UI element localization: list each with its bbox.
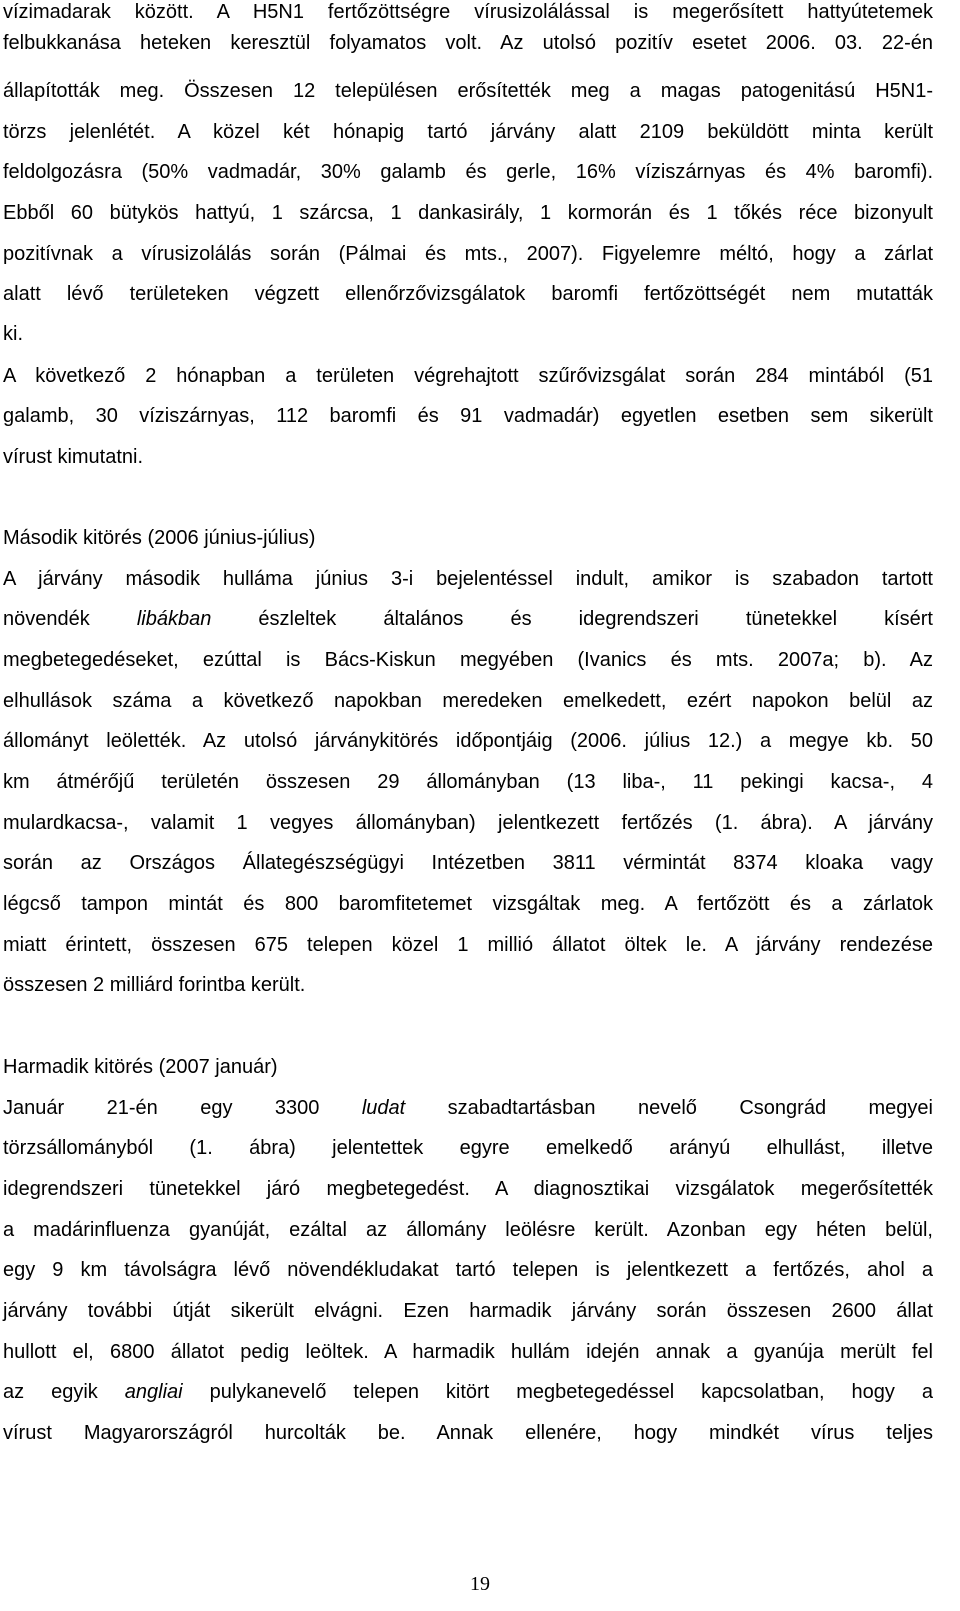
text-line: törzsállományból (1. ábra) jelentettek egyre emelkedő arányú elhullást, illetve (3, 1137, 933, 1159)
text-line (3, 1380, 933, 1404)
section-heading-second-outbreak: Második kitörés (2006 június-július) (3, 527, 316, 549)
text-line: idegrendszeri tünetekkel járó megbetegedést. A diagnosztikai vizsgálatok megerősítették (3, 1178, 933, 1200)
italic-term: libákban (136, 608, 212, 630)
text-line: a madárinfluenza gyanúját, ezáltal az állomány leölésre került. Azonban egy héten belül, (3, 1219, 933, 1241)
text-line: vízimadarak között. A H5N1 fertőzöttségre vírusizolálással is megerősített hattyútetemek (3, 1, 933, 23)
text-line: miatt érintett, összesen 675 telepen közel 1 millió állatot öltek le. A járvány rendezése (3, 934, 933, 956)
text-line: felbukkanása heteken keresztül folyamatos volt. Az utolsó pozitív esetet 2006. 03. 22-én (3, 32, 933, 54)
text-line: hullott el, 6800 állatot pedig leöltek. A harmadik hullám idején annak a gyanúja merült fel (3, 1341, 933, 1363)
text-line: A járvány második hulláma június 3-i bejelentéssel indult, amikor is szabadon tartott (3, 568, 933, 590)
text-line: járvány további útját sikerült elvágni. Ezen harmadik járvány során összesen 2600 állat (3, 1300, 933, 1322)
text-run: növendék (3, 608, 137, 630)
text-line: vírust kimutatni. (3, 446, 144, 468)
text-line: galamb, 30 víziszárnyas, 112 baromfi és 91 vadmadár) egyetlen esetben sem sikerült (3, 405, 933, 427)
text-line: légcső tampon mintát és 800 baromfitetemet vizsgáltak meg. A fertőzött és a zárlatok (3, 893, 933, 915)
text-line: állapították meg. Összesen 12 településen erősítették meg a magas patogenitású H5N1- (3, 80, 933, 102)
text-line: törzs jelenlétét. A közel két hónapig tartó járvány alatt 2109 beküldött minta került (3, 121, 933, 143)
text-run: szabadtartásban nevelő Csongrád megyei (405, 1097, 933, 1119)
text-line: pozitívnak a vírusizolálás során (Pálmai és mts., 2007). Figyelemre méltó, hogy a zárlat (3, 243, 933, 265)
text-line (3, 1096, 933, 1120)
text-line: alatt lévő területeken végzett ellenőrzővizsgálatok baromfi fertőzöttségét nem mutatták (3, 283, 933, 305)
text-line: feldolgozásra (50% vadmadár, 30% galamb és gerle, 16% víziszárnyas és 4% baromfi). (3, 161, 933, 183)
text-line (3, 607, 933, 631)
text-line: A következő 2 hónapban a területen végrehajtott szűrővizsgálat során 284 mintából (51 (3, 365, 933, 387)
text-line: során az Országos Állategészségügyi Intézetben 3811 vérmintát 8374 kloaka vagy (3, 852, 933, 874)
italic-term: angliai (124, 1381, 183, 1403)
section-heading-third-outbreak: Harmadik kitörés (2007 január) (3, 1056, 278, 1078)
text-line: egy 9 km távolságra lévő növendékludakat tartó telepen is jelentkezett a fertőzés, ahol a (3, 1259, 933, 1281)
text-run: Január 21-én egy 3300 (3, 1097, 362, 1119)
text-line: elhullások száma a következő napokban meredeken emelkedett, ezért napokon belül az (3, 690, 933, 712)
text-line: mulardkacsa-, valamit 1 vegyes állományban) jelentkezett fertőzés (1. ábra). A járvány (3, 812, 933, 834)
text-run: pulykanevelő telepen kitört megbetegedéssel kapcsolatban, hogy a (182, 1381, 933, 1403)
text-line: összesen 2 milliárd forintba került. (3, 974, 306, 996)
text-line: Ebből 60 bütykös hattyú, 1 szárcsa, 1 dankasirály, 1 kormorán és 1 tőkés réce bizonyult (3, 202, 933, 224)
text-run: észleltek általános és idegrendszeri tünetekkel kísért (211, 608, 933, 630)
text-line: megbetegedéseket, ezúttal is Bács-Kiskun megyében (Ivanics és mts. 2007a; b). Az (3, 649, 933, 671)
text-line: km átmérőjű területén összesen 29 állományban (13 liba-, 11 pekingi kacsa-, 4 (3, 771, 933, 793)
text-line: állományt leölették. Az utolsó járványkitörés időpontjáig (2006. július 12.) a megye kb. 50 (3, 730, 933, 752)
page-number: 19 (470, 1573, 490, 1595)
text-line: ki. (3, 323, 23, 345)
text-run: az egyik (3, 1381, 125, 1403)
text-line: vírust Magyarországról hurcolták be. Annak ellenére, hogy mindkét vírus teljes (3, 1422, 933, 1444)
italic-term: ludat (361, 1097, 406, 1119)
